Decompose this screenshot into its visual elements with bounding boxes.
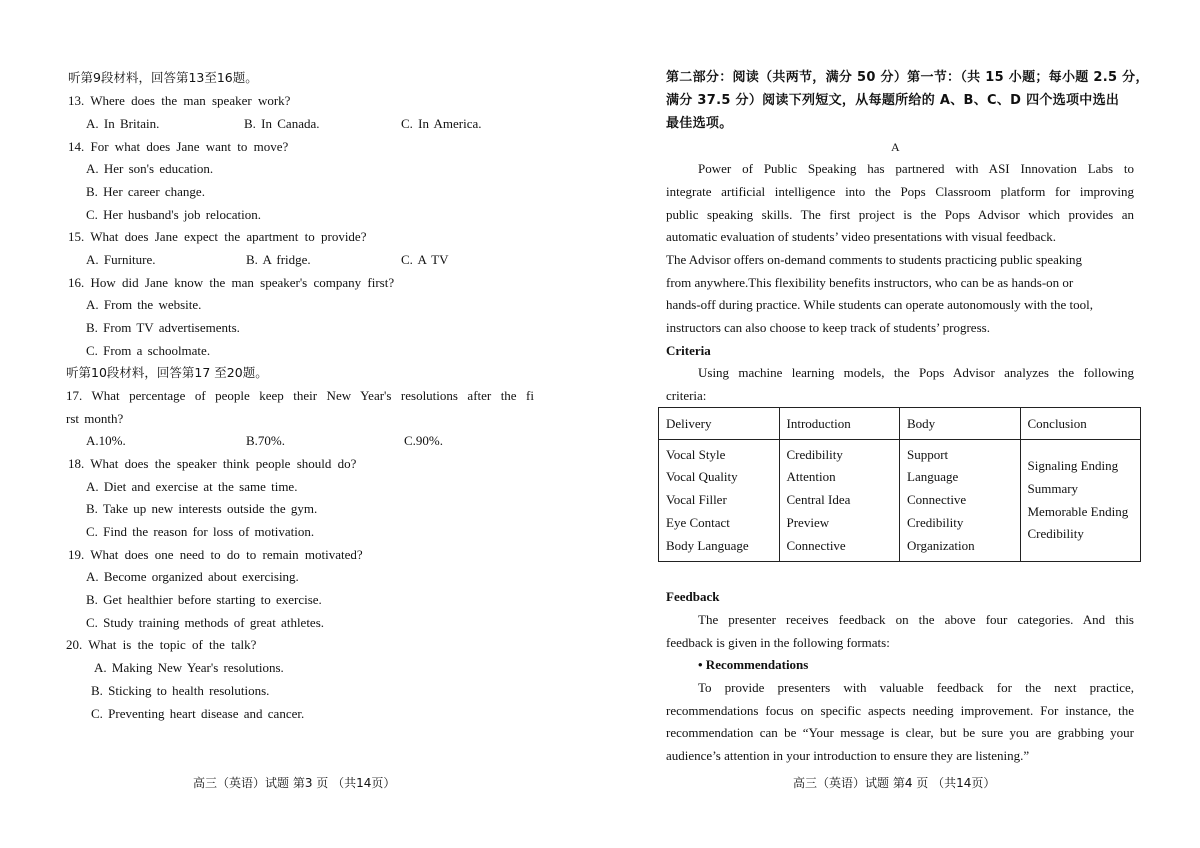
criteria-intro-line-2: criteria: bbox=[666, 388, 707, 403]
part2-heading-line-1: 第二部分：阅读（共两节，满分 50 分）第一节：（共 15 小题；每小题 2.5 分， bbox=[666, 70, 1149, 85]
recommendations-bullet: • Recommendations bbox=[698, 657, 809, 672]
introduction-cell bbox=[779, 440, 900, 562]
q20-option-c: C. Preventing heart disease and cancer. bbox=[91, 706, 305, 721]
body-item: Organization bbox=[907, 537, 975, 553]
q14-option-c: C. Her husband's job relocation. bbox=[86, 207, 261, 222]
part2-heading-line-2: 满分 37.5 分）阅读下列短文，从每题所给的 A、B、C、D 四个选项中选出 bbox=[666, 93, 1120, 108]
q14-option-b: B. Her career change. bbox=[86, 184, 205, 199]
question-14: 14. For what does Jane want to move? bbox=[68, 139, 289, 154]
header-conclusion: Conclusion bbox=[1020, 408, 1141, 440]
criteria-intro-line-1: Using machine learning models, the Pops Advisor analyzes the following bbox=[698, 365, 1134, 380]
criteria-heading: Criteria bbox=[666, 343, 711, 358]
question-20: 20. What is the topic of the talk? bbox=[66, 637, 257, 652]
question-17-line-1: 17. What percentage of people keep their New Year's resolutions after the fi bbox=[66, 388, 534, 403]
q13-option-b: B. In Canada. bbox=[244, 116, 320, 131]
q16-option-a: A. From the website. bbox=[86, 297, 202, 312]
recommendations-line-2: recommendations focus on specific aspects needing improvement. For instance, the bbox=[666, 703, 1134, 718]
introduction-item: Preview bbox=[786, 514, 830, 530]
q16-option-b: B. From TV advertisements. bbox=[86, 320, 240, 335]
delivery-cell bbox=[659, 440, 780, 562]
q18-option-a: A. Diet and exercise at the same time. bbox=[86, 479, 298, 494]
paragraph-2-line-4: instructors can also choose to keep track of students’ progress. bbox=[666, 320, 990, 335]
q14-option-a: A. Her son's education. bbox=[86, 161, 214, 176]
paragraph-1-line-2: integrate artificial intelligence into the Pops Classroom platform for improving bbox=[666, 184, 1134, 199]
paragraph-1-line-3: public speaking skills. The first project is the Pops Advisor which provides an bbox=[666, 207, 1134, 222]
delivery-item: Vocal Quality bbox=[666, 469, 738, 485]
paragraph-2-line-2: from anywhere.This flexibility benefits instructors, who can be as hands-on or bbox=[666, 275, 1074, 290]
q15-option-a: A. Furniture. bbox=[86, 252, 156, 267]
q15-option-b: B. A fridge. bbox=[246, 252, 311, 267]
q17-option-b: B.70%. bbox=[246, 433, 285, 448]
criteria-table-body-row bbox=[659, 440, 1141, 562]
introduction-item: Connective bbox=[786, 537, 846, 553]
q20-option-a: A. Making New Year's resolutions. bbox=[94, 660, 284, 675]
introduction-item: Attention bbox=[786, 469, 836, 485]
section-10-instruction: 听第10段材料，回答第17 至20题。 bbox=[66, 365, 268, 380]
question-13: 13. Where does the man speaker work? bbox=[68, 93, 291, 108]
paragraph-1-line-1: Power of Public Speaking has partnered with ASI Innovation Labs to bbox=[698, 161, 1134, 176]
conclusion-item: Signaling Ending bbox=[1027, 457, 1119, 473]
conclusion-item: Summary bbox=[1027, 480, 1079, 496]
delivery-item: Eye Contact bbox=[666, 514, 730, 530]
paragraph-1-line-4: automatic evaluation of students’ video presentations with visual feedback. bbox=[666, 229, 1057, 244]
header-introduction: Introduction bbox=[779, 408, 900, 440]
header-delivery: Delivery bbox=[659, 408, 780, 440]
q13-option-a: A. In Britain. bbox=[86, 116, 160, 131]
q19-option-a: A. Become organized about exercising. bbox=[86, 569, 299, 584]
introduction-item: Credibility bbox=[786, 446, 843, 462]
body-item: Support bbox=[907, 446, 949, 462]
body-item: Credibility bbox=[907, 514, 964, 530]
recommendations-line-1: To provide presenters with valuable feedback for the next practice, bbox=[698, 680, 1134, 695]
conclusion-cell bbox=[1020, 440, 1141, 562]
question-18: 18. What does the speaker think people should do? bbox=[68, 456, 357, 471]
q19-option-b: B. Get healthier before starting to exercise. bbox=[86, 592, 322, 607]
q18-option-b: B. Take up new interests outside the gym. bbox=[86, 501, 318, 516]
feedback-heading: Feedback bbox=[666, 589, 720, 604]
recommendations-line-3: recommendation can be “Your message is clear, but be sure you are grabbing your bbox=[666, 725, 1134, 740]
body-cell bbox=[900, 440, 1021, 562]
body-item: Language bbox=[907, 469, 959, 485]
question-19: 19. What does one need to do to remain motivated? bbox=[68, 547, 363, 562]
q13-option-c: C. In America. bbox=[401, 116, 482, 131]
passage-label: A bbox=[891, 140, 900, 154]
header-body: Body bbox=[900, 408, 1021, 440]
delivery-item: Vocal Style bbox=[666, 446, 726, 462]
q19-option-c: C. Study training methods of great athletes. bbox=[86, 615, 325, 630]
paragraph-2-line-3: hands-off during practice. While students can operate autonomously with the tool, bbox=[666, 297, 1093, 312]
conclusion-item: Credibility bbox=[1027, 526, 1084, 542]
part2-heading-line-3: 最佳选项。 bbox=[666, 116, 733, 131]
q18-option-c: C. Find the reason for loss of motivation. bbox=[86, 524, 315, 539]
criteria-table bbox=[658, 407, 1141, 562]
delivery-item: Vocal Filler bbox=[666, 492, 727, 508]
right-page-footer: 高三（英语）试题 第4 页 （共14页） bbox=[793, 776, 996, 790]
feedback-paragraph-line-2: feedback is given in the following formats: bbox=[666, 635, 890, 650]
recommendations-line-4: audience’s attention in your introduction to ensure they are listening.” bbox=[666, 748, 1030, 763]
delivery-item: Body Language bbox=[666, 537, 749, 553]
conclusion-item: Memorable Ending bbox=[1027, 503, 1129, 519]
paragraph-2-line-1: The Advisor offers on-demand comments to students practicing public speaking bbox=[666, 252, 1083, 267]
body-item: Connective bbox=[907, 492, 967, 508]
q17-option-a: A.10%. bbox=[86, 433, 126, 448]
q15-option-c: C. A TV bbox=[401, 252, 449, 267]
q16-option-c: C. From a schoolmate. bbox=[86, 343, 211, 358]
q17-option-c: C.90%. bbox=[404, 433, 443, 448]
feedback-paragraph-line-1: The presenter receives feedback on the above four categories. And this bbox=[698, 612, 1134, 627]
question-15: 15. What does Jane expect the apartment to provide? bbox=[68, 229, 367, 244]
question-17-line-2: rst month? bbox=[66, 411, 124, 426]
criteria-table-header-row bbox=[659, 408, 1141, 440]
section-9-instruction: 听第9段材料，回答第13至16题。 bbox=[68, 70, 258, 85]
introduction-item: Central Idea bbox=[786, 492, 851, 508]
question-16: 16. How did Jane know the man speaker's company first? bbox=[68, 275, 395, 290]
left-page-footer: 高三（英语）试题 第3 页 （共14页） bbox=[193, 776, 396, 790]
q20-option-b: B. Sticking to health resolutions. bbox=[91, 683, 270, 698]
